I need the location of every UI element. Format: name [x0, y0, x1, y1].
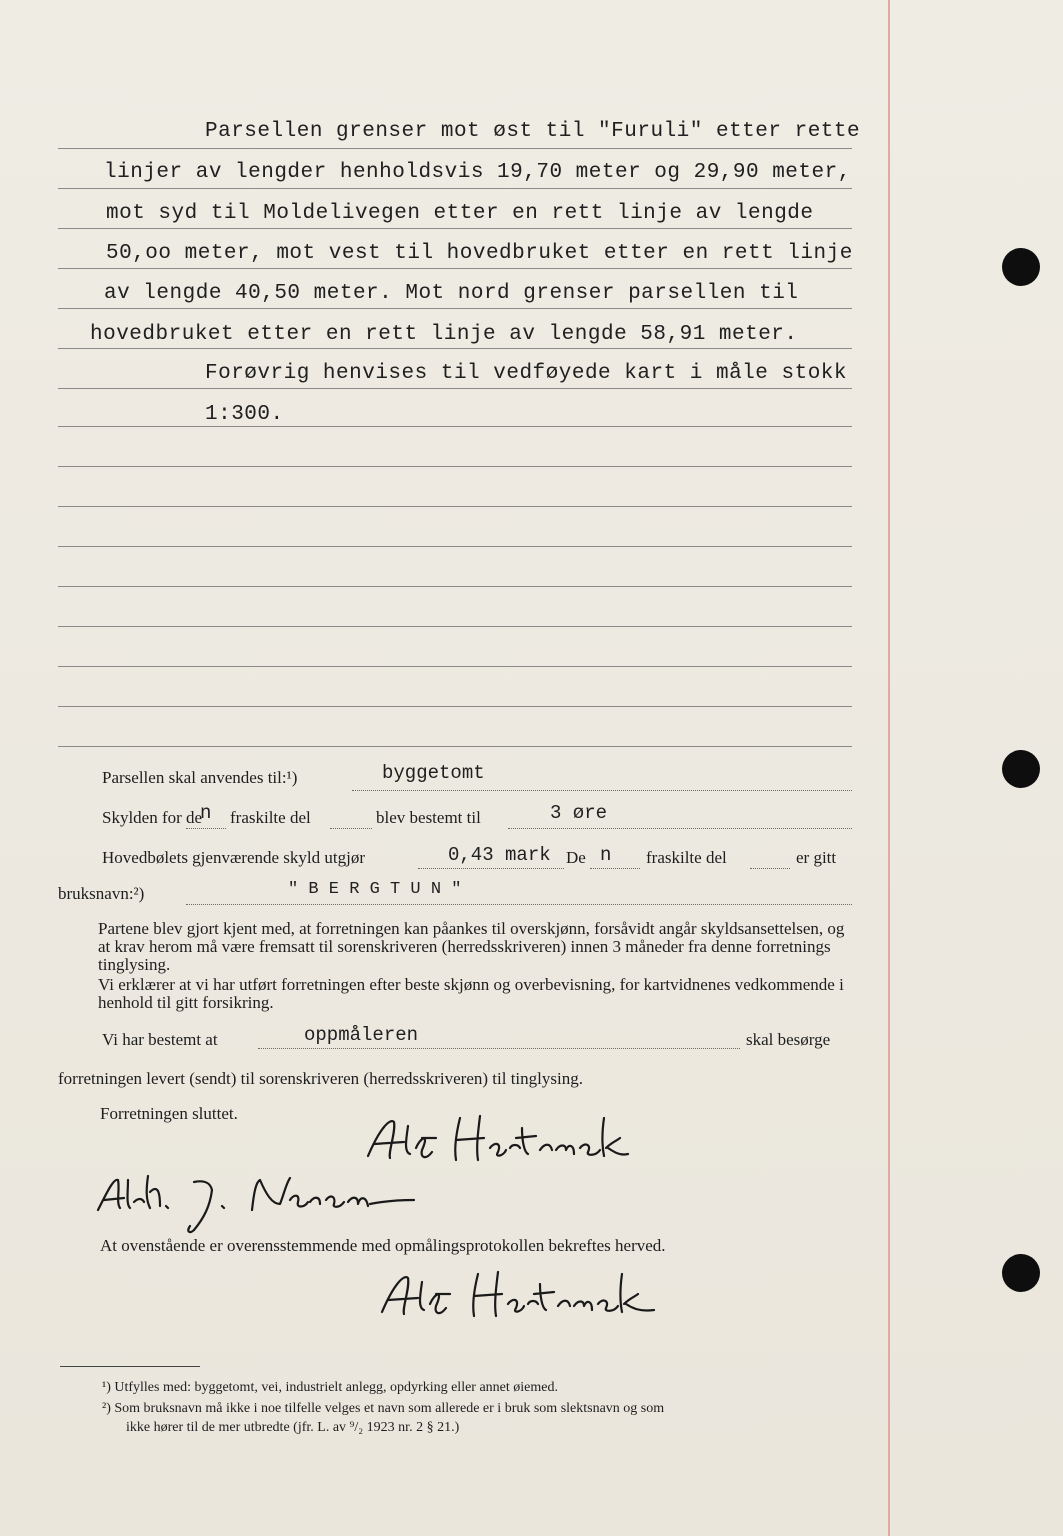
typed-line-1: Parsellen grenser mot øst til "Furuli" etter rette — [205, 120, 861, 143]
remaining-label-2: De — [566, 848, 586, 867]
ruled-line — [58, 546, 852, 547]
ruled-line — [58, 268, 852, 269]
tax-value: 3 øre — [550, 802, 608, 824]
remaining-label-3: fraskilte del — [646, 848, 727, 867]
dotted-line — [508, 828, 852, 829]
ruled-line — [58, 626, 852, 627]
punch-hole — [1002, 750, 1040, 788]
signature-2-name: Arth. J. Neveren — [94, 1160, 101, 1161]
remaining-value: 0,43 mark — [448, 844, 551, 866]
tax-label-1: Skylden for de — [102, 808, 203, 827]
punch-hole — [1002, 248, 1040, 286]
assign-value: oppmåleren — [304, 1024, 419, 1046]
appeal-paragraph — [98, 920, 858, 974]
ruled-line — [58, 666, 852, 667]
margin-rule — [888, 0, 890, 1536]
ruled-line — [58, 348, 852, 349]
remaining-label-4: er gitt — [796, 848, 837, 867]
assign-label-2: skal besørge — [746, 1030, 831, 1049]
tax-label-2: fraskilte del — [230, 808, 311, 827]
typed-line-5: av lengde 40,50 meter. Mot nord grenser parsellen til — [104, 282, 799, 305]
dotted-line — [418, 868, 564, 869]
dotted-line — [186, 904, 852, 905]
typed-line-4: 50,oo meter, mot vest til hovedbruket etter en rett linje — [106, 242, 853, 265]
ruled-line — [58, 466, 852, 467]
ruled-line — [58, 228, 852, 229]
signature-2 — [94, 1160, 434, 1240]
name-value: " B E R G T U N " — [288, 880, 462, 899]
footnote-rule — [60, 1366, 200, 1367]
appeal-text: Partene blev gjort kjent med, at forretningen kan påankes til overskjønn, forsåvidt angår skyldsansettelsen, og at krav herom må være fremsatt til sorenskriveren (herredsskriveren) innen 3 måneder fra denne forretnings tinglysing. — [98, 919, 845, 974]
dotted-line — [590, 868, 640, 869]
typed-line-6: hovedbruket etter en rett linje av lengde 58,91 meter. — [90, 323, 798, 346]
typed-line-2: linjer av lengder henholdsvis 19,70 meter og 29,90 meter, — [104, 161, 851, 184]
typed-line-7: Forøvrig henvises til vedføyede kart i måle stokk — [205, 362, 848, 385]
dotted-line — [750, 868, 790, 869]
use-label: Parsellen skal anvendes til:¹) — [102, 768, 298, 787]
dotted-line — [330, 828, 372, 829]
name-label: bruksnavn:²) — [58, 884, 145, 903]
typed-line-8: 1:300. — [205, 403, 284, 426]
declaration-paragraph — [98, 976, 858, 1012]
footnote-2-cont: ikke hører til de mer utbredte (jfr. L. av ⁹/₂ 1923 nr. 2 § 21.) — [126, 1420, 460, 1435]
ruled-line — [58, 426, 852, 427]
footnote-2: ²) Som bruksnavn må ikke i noe tilfelle velges et navn som allerede er i bruk som slektsnavn og som — [102, 1401, 665, 1416]
ruled-line — [58, 746, 852, 747]
typed-line-3: mot syd til Moldelivegen etter en rett linje av lengde — [106, 202, 814, 225]
ruled-line — [58, 706, 852, 707]
ruled-line — [58, 388, 852, 389]
footnote-1: ¹) Utfylles med: byggetomt, vei, industrielt anlegg, opdyrking eller annet øiemed. — [102, 1380, 558, 1395]
ruled-line — [58, 308, 852, 309]
dotted-line — [258, 1048, 740, 1049]
certify-text: At ovenstående er overensstemmende med opmålingsprotokollen bekreftes herved. — [100, 1236, 666, 1255]
remaining-fill-2: n — [600, 844, 612, 866]
ruled-line — [58, 188, 852, 189]
ruled-line — [58, 148, 852, 149]
signature-3-name: Alf Hørtmark — [374, 1262, 380, 1263]
assign-label-1: Vi har bestemt at — [102, 1030, 218, 1049]
signature-1 — [360, 1108, 640, 1168]
remaining-label: Hovedbølets gjenværende skyld utgjør — [102, 848, 365, 867]
signature-1-name: Alf Hørtmark — [360, 1108, 366, 1109]
dotted-line — [186, 828, 226, 829]
punch-hole — [1002, 1254, 1040, 1292]
signature-3 — [374, 1262, 664, 1324]
assign-label-3: forretningen levert (sendt) til sorenskriveren (herredsskriveren) til tinglysing. — [58, 1069, 583, 1088]
tax-fill-1: n — [200, 802, 212, 824]
tax-label-3: blev bestemt til — [376, 808, 481, 827]
closing-text: Forretningen sluttet. — [100, 1104, 238, 1123]
dotted-line — [352, 790, 852, 791]
ruled-line — [58, 586, 852, 587]
use-value: byggetomt — [382, 762, 485, 784]
declaration-text: Vi erklærer at vi har utført forretningen efter beste skjønn og overbevisning, for kartvidnenes vedkommende i henhold til gitt forsikring. — [98, 975, 844, 1012]
ruled-line — [58, 506, 852, 507]
